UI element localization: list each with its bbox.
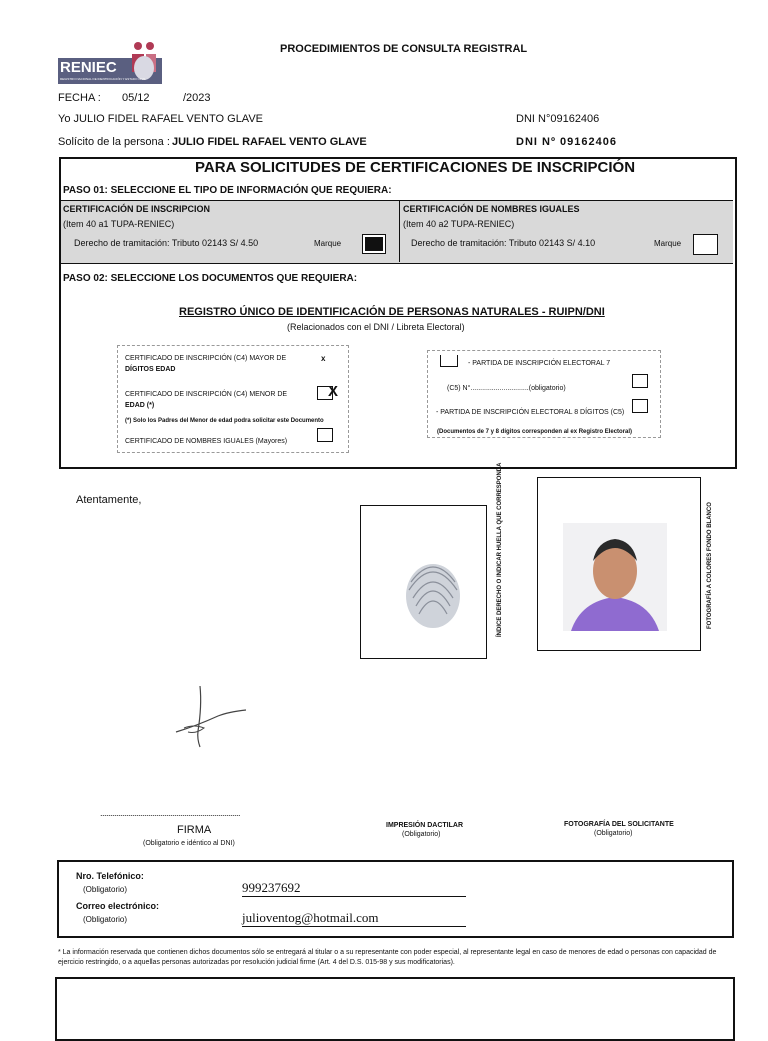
email-label: Correo electrónico:	[76, 901, 160, 911]
applicant-photo	[563, 523, 667, 631]
email-input[interactable]: julioventog@hotmail.com	[242, 910, 466, 927]
solicito-name: JULIO FIDEL RAFAEL VENTO GLAVE	[172, 136, 367, 148]
yo-line: Yo JULIO FIDEL RAFAEL VENTO GLAVE	[58, 113, 264, 125]
right-opt1-line2: (C5) N°..............................(obligatorio)	[447, 385, 566, 392]
signature-drawing	[170, 682, 250, 752]
photo-box	[537, 477, 701, 651]
impresion-label: IMPRESIÓN DACTILAR	[386, 822, 463, 829]
left-opt3: CERTIFICADO DE NOMBRES IGUALES (Mayores)	[125, 438, 288, 445]
fecha-year: /2023	[183, 92, 211, 104]
logo-text: RENIEC	[60, 59, 117, 76]
foto-note: (Obligatorio)	[594, 830, 633, 837]
tel-input[interactable]: 999237692	[242, 880, 466, 897]
cert2-mark-label: Marque	[654, 239, 682, 248]
left-opt1-mark[interactable]: x	[321, 354, 326, 363]
cert1-fee: Derecho de tramitación: Tributo 02143 S/ 4.50	[74, 238, 259, 248]
fingerprint-side-label: ÍNDICE DERECHO O INDICAR HUELLA QUE CORRESPONDA	[497, 462, 503, 637]
section-title: PARA SOLICITUDES DE CERTIFICACIONES DE INSCRIPCIÓN	[195, 159, 636, 176]
solicito-label: Solícito de la persona :	[58, 136, 170, 148]
cert1-mark-label: Marque	[314, 239, 342, 248]
dni-first: DNI N°09162406	[516, 113, 600, 125]
right-opt1-checkbox-b[interactable]	[632, 374, 648, 388]
firma-dots: ......................................................................	[100, 808, 241, 818]
impresion-note: (Obligatorio)	[402, 831, 441, 838]
foto-label: FOTOGRAFÍA DEL SOLICITANTE	[564, 821, 674, 828]
fingerprint-box	[360, 505, 487, 659]
fingerprint-image	[361, 506, 486, 658]
photo-side-label: FOTOGRAFÍA A COLORES FONDO BLANCO	[707, 502, 713, 629]
dni-second: DNI Nº 09162406	[516, 136, 617, 148]
atentamente-text: Atentamente,	[76, 494, 142, 506]
cert-divider	[399, 200, 400, 262]
page-title: PROCEDIMIENTOS DE CONSULTA REGISTRAL	[280, 43, 528, 55]
left-opt2-mark: X	[328, 383, 339, 400]
tel-label: Nro. Telefónico:	[76, 871, 144, 881]
right-opt1-checkbox[interactable]	[440, 355, 458, 367]
email-note: (Obligatorio)	[83, 915, 128, 924]
fecha-label: FECHA :	[58, 92, 101, 104]
left-opt1-line1: CERTIFICADO DE INSCRIPCIÓN (C4) MAYOR DE	[125, 355, 287, 362]
bottom-box	[55, 977, 735, 1041]
tel-note: (Obligatorio)	[83, 885, 128, 894]
left-opt3-checkbox[interactable]	[317, 428, 333, 442]
reniec-logo	[58, 40, 162, 84]
registro-subtitle: (Relacionados con el DNI / Libreta Electoral)	[287, 322, 465, 332]
disclaimer: * La información reservada que contienen dichos documentos sólo se entregará al titular o a su representante con poder especial, al representante legal en caso de menores de edad o personas con capacidad de ejercicio restringido, o a aquellas personas autorizadas por resolución judicial firme (Art. 4 del D.S. 015-98 y sus modificatorias).	[58, 949, 717, 966]
cert1-title: CERTIFICACIÓN DE INSCRIPCION	[63, 204, 211, 214]
logo-subtext: REGISTRO NACIONAL DE IDENTIFICACIÓN Y ESTADO CIVIL	[60, 77, 146, 81]
fecha-day-month: 05/12	[122, 92, 150, 104]
left-opt2-line1: CERTIFICADO DE INSCRIPCIÓN (C4) MENOR DE	[125, 391, 288, 398]
left-opt1-line2: DÍGITOS EDAD	[125, 366, 176, 373]
right-opt2-checkbox[interactable]	[632, 399, 648, 413]
cert2-fee: Derecho de tramitación: Tributo 02143 S/ 4.10	[411, 238, 596, 248]
left-opt2-note: (*) Solo los Padres del Menor de edad podra solicitar este Documento	[125, 418, 324, 424]
cert2-title: CERTIFICACIÓN DE NOMBRES IGUALES	[403, 204, 580, 214]
signature-mark	[170, 682, 250, 752]
cert2-checkbox[interactable]	[693, 234, 718, 255]
registro-title: REGISTRO ÚNICO DE IDENTIFICACIÓN DE PERSONAS NATURALES - RUIPN/DNI	[179, 306, 605, 318]
left-opt2-line2: EDAD (*)	[125, 402, 155, 409]
firma-label: FIRMA	[177, 824, 212, 836]
right-note: (Documentos de 7 y 8 dígitos corresponden al ex Registro Electoral)	[437, 429, 633, 435]
paso1-label: PASO 01: SELECCIONE EL TIPO DE INFORMACIÓN QUE REQUIERA:	[63, 185, 392, 196]
cert1-item: (Item 40 a1 TUPA-RENIEC)	[63, 219, 175, 229]
cert1-checkbox-fill	[365, 237, 383, 251]
cert2-item: (Item 40 a2 TUPA-RENIEC)	[403, 219, 515, 229]
cert1-checkbox[interactable]	[362, 234, 386, 254]
right-opt2: - PARTIDA DE INSCRIPCIÓN ELECTORAL 8 DÍGITOS (C5)	[436, 409, 625, 416]
paso2-label: PASO 02: SELECCIONE LOS DOCUMENTOS QUE REQUIERA:	[63, 273, 358, 284]
firma-note: (Obligatorio e idéntico al DNI)	[143, 840, 235, 847]
right-opt1: - PARTIDA DE INSCRIPCIÓN ELECTORAL 7	[468, 360, 611, 367]
